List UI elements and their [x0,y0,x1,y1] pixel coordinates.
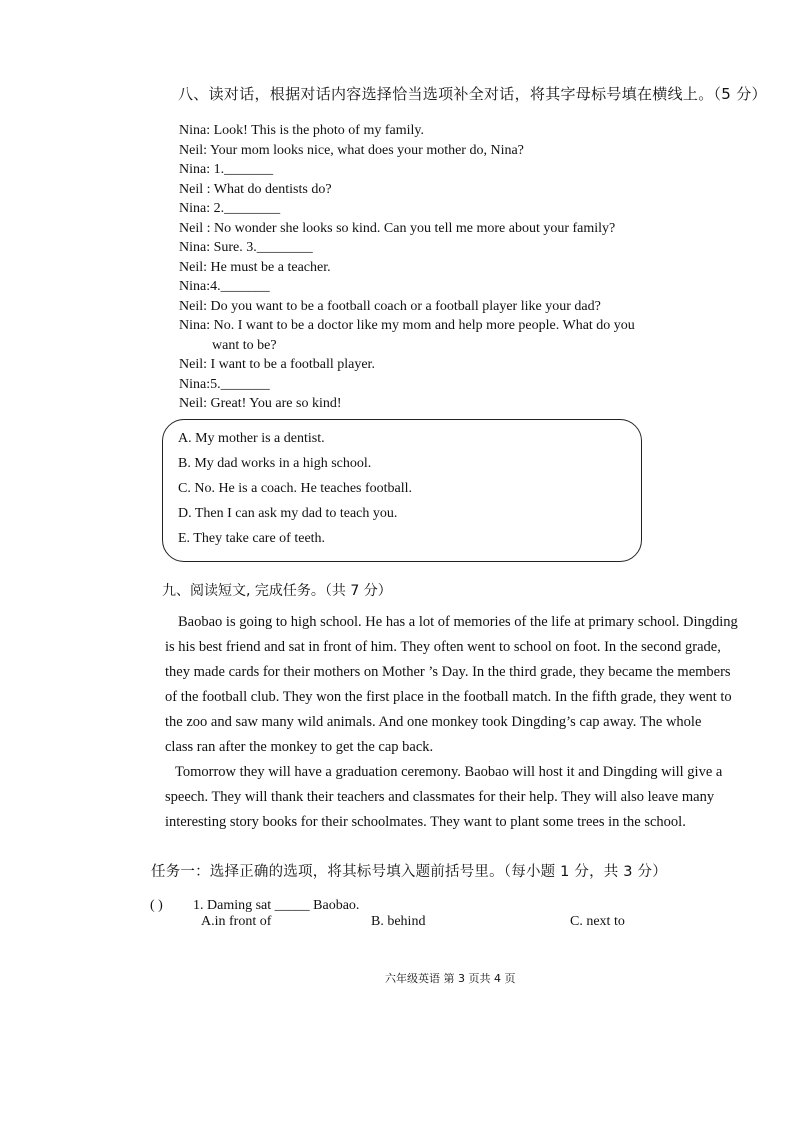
dialogue-line: Nina: Look! This is the photo of my family. [179,123,424,138]
dialogue-line-continued: want to be? [212,337,277,353]
passage-line: the zoo and saw many wild animals. And one monkey took Dingding’s cap away. The whole [165,714,702,730]
passage-line: Baobao is going to high school. He has a lot of memories of the life at primary school. Dingding [178,614,738,630]
passage-line: class ran after the monkey to get the cap back. [165,739,434,755]
passage-line: they made cards for their mothers on Mother ’s Day. In the third grade, they became the members [165,664,731,680]
dialogue-line: Neil : What do dentists do? [179,181,332,197]
dialogue-line: Neil: I want to be a football player. [179,357,375,372]
dialogue-line: Nina: No. I want to be a doctor like my mom and help more people. What do you [179,318,635,333]
dialogue-line: Neil: Your mom looks nice, what does your mother do, Nina? [179,142,524,158]
option-a: A. My mother is a dentist. [178,431,325,446]
question-1-stem: 1. Daming sat _____ Baobao. [193,898,360,913]
dialogue-line: Nina: Sure. 3.________ [179,240,313,255]
option-b: B. My dad works in a high school. [178,456,372,471]
question-1-option-c: C. next to [570,914,625,929]
passage-line: interesting story books for their schoolmates. They want to plant some trees in the school. [165,814,686,830]
option-d: D. Then I can ask my dad to teach you. [178,506,398,521]
task-1-heading: 任务一：选择正确的选项，将其标号填入题前括号里。（每小题 1 分，共 3 分） [151,864,667,880]
dialogue-line: Neil: He must be a teacher. [179,259,331,275]
dialogue-line: Neil : No wonder she looks so kind. Can you tell me more about your family? [179,220,616,236]
dialogue-line: Neil: Do you want to be a football coach or a football player like your dad? [179,298,601,314]
dialogue-line: Nina:5._______ [179,376,270,392]
page-footer: 六年级英语 第 3 页共 4 页 [385,972,516,985]
section-9-heading: 九、阅读短文, 完成任务。（共 7 分） [162,583,392,599]
passage-line: of the football club. They won the first place in the football match. In the fifth grade, they went to [165,689,732,705]
dialogue-line: Nina:4._______ [179,279,270,294]
passage-line: speech. They will thank their teachers and classmates for their help. They will also leave many [165,789,715,805]
question-1-option-a: A.in front of [201,914,272,929]
option-c: C. No. He is a coach. He teaches football. [178,481,413,496]
answer-bracket: ( ) [150,898,163,913]
passage-line: is his best friend and sat in front of him. They often went to school on foot. In the second grade, [165,639,721,655]
option-e: E. They take care of teeth. [178,531,326,546]
passage-line: Tomorrow they will have a graduation ceremony. Baobao will host it and Dingding will give a [175,764,723,780]
dialogue-line: Nina: 1._______ [179,162,274,177]
question-1-option-b: B. behind [371,914,426,929]
section-8-heading: 八、读对话，根据对话内容选择恰当选项补全对话，将其字母标号填在横线上。（5 分） [178,85,767,103]
dialogue-line: Neil: Great! You are so kind! [179,396,342,411]
dialogue-line: Nina: 2.________ [179,201,281,216]
